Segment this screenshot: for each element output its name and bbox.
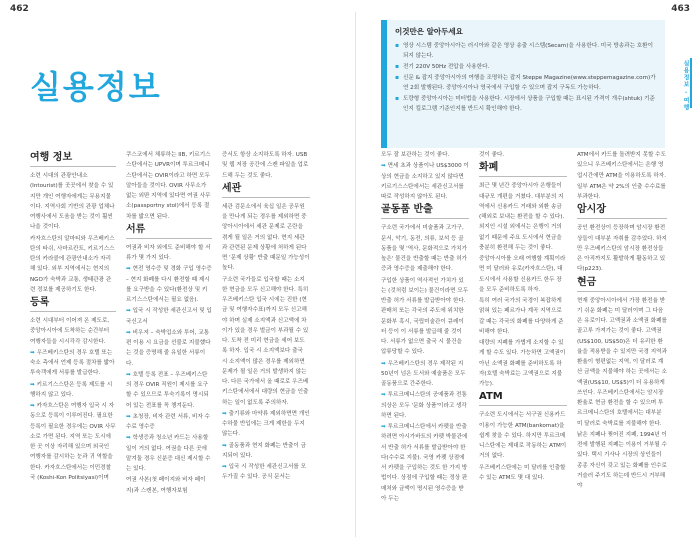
heading-registration: 등록: [30, 297, 116, 312]
info-item: ▪ 전기 220V 50Hz 전압을 사용한다.: [395, 62, 657, 72]
paragraph: 구소련 도시에서는 서구권 신용카드 이용이 가능한 ATM(bankomat)을 쉽게 찾을 수 있다. 하지만 투르크메니스탄에는 제대로 작동하는 ATM이 거의 없다.: [479, 412, 567, 460]
page-number-left: 462: [10, 4, 29, 14]
arrow-icon: ➡: [126, 308, 133, 315]
paragraph: 소련 시대부터 이어져 온 제도로, 중앙아시아에 도착하는 순간부터 여행자들을 시시각각 감시한다.: [30, 318, 110, 345]
arrow-icon: ➡: [126, 371, 133, 378]
paragraph: 구소련 국가에서 미술품과 고가구, 문서, 악기, 동전, 의류, 보석 등 골동품을 몇 '역사, 문화적으로 가치가 높은' 물건을 반출할 때는 반출 허가증과 영수증을 제출해야 한다.: [381, 225, 468, 273]
heading-documents: 서류: [126, 224, 212, 239]
bullet-paragraph: ➡ 키르기스스탄은 등록 제도를 시행하지 않고 있다.: [30, 381, 113, 398]
paragraph: 최근 몇 년간 중앙아시아 은행들이 대규모 개편을 거쳤다. 대부분의 지역에서 신용카드 거래와 외환 송금(해외로 보내는 환전을 할 수 있다). 외지인 시설 외에서는 은행이 거의 없기 때문에 주요 도시에서 현금을 충분히 환전해 두는 것이 좋다.: [479, 183, 565, 251]
info-item: ▪ 도량형 중앙아시아는 미터법을 사용한다. 시장에서 상품을 구입할 때는 표시된 가격이 개수(shtuk) 기준인지 킬로그램 기준인지를 반드시 확인해야 한다.: [395, 94, 657, 114]
info-item: ▪ 신문 & 잡지 중앙아시아의 여행을 조명하는 잡지 Steppe Magazine(www.steppemagazine.com)가 연 2회 발행된다. 중앙아시아나 영국에서 구입할 수 있으며 잡지 구독도 가능하다.: [395, 73, 657, 93]
paragraph: 우즈베키스탄에는 미 달러를 인출할 수 있는 ATM도 몇 대 있다.: [479, 464, 566, 481]
arrow-icon: ➡: [222, 464, 229, 470]
paragraph: 증서도 항상 소지하도록 하자. USB 및 웹 저장 공간에 스캔 파일을 업로드해 두는 것도 좋다.: [222, 152, 309, 179]
arrow-icon: ➡: [381, 163, 388, 170]
bullet-paragraph: ➡ 우즈베키스탄의 경우 제작된 지 50년이 넘은 도서와 예술품은 모두 골동품으로 간주한다.: [381, 360, 466, 387]
heading-cash: 현금: [577, 277, 667, 292]
arrow-icon: ➡: [381, 392, 388, 399]
bullet-paragraph: ➡ 비우저 – 숙박업소와 투어, 교통편 이용 시 요금을 선불로 지불했다는 것을 증명해 줄 유일한 서류이다.: [126, 329, 211, 367]
heading-customs: 세관: [222, 183, 310, 198]
paragraph: 여권과 비자 외에도 준비해야 할 서류가 몇 가지 있다.: [126, 244, 211, 261]
column-3: [222, 150, 310, 535]
bullet-paragraph: ➡ 현전 영수증 및 경화 구입 영수증 – 현지 화폐를 다시 환전할 때 제시를 요구받을 수 있다(환전상 및 키르기스스탄에서는 필요 없음).: [126, 266, 212, 303]
arrow-icon: ➡: [381, 424, 388, 430]
paragraph: 특히 여러 국가의 국경이 복잡하게 얽혀 있는 페르가나 계곡 지역으로 갈 때는 각국의 화폐를 다양하게 준비해야 한다.: [479, 298, 564, 335]
arrow-icon: ➡: [126, 413, 133, 420]
heading-black-market: 암시장: [577, 204, 667, 219]
paragraph: 모두 잘 보관하는 것이 좋다.: [381, 152, 450, 158]
paragraph: 쿠스코에서 체류하는 IIB, 키르기스스탄에서는 UPVR이며 투르크메니스탄에서는 OVIR이라고 하면 모두 알아들을 것이다. OVIR 사무소가 없는 외딴 지역에 있다면 여권 사무소(passportny stol)에서 등록 절차를 밟으면 된다.: [126, 152, 211, 220]
page-divider: [355, 12, 356, 537]
arrow-icon: ➡: [222, 442, 229, 449]
bullet-paragraph: ➡ 초청장, 비자 관련 서류, 비자 수수료 영수증: [126, 413, 210, 430]
bullet-paragraph: ➡ 투르크메니스탄에서 카펫을 반출하려면 아시가바트의 카펫 박물관에서 반출 허가 서류를 발급받아야 한다(수수료 지불). 국영 카펫 상점에서 카펫을 구입하는 것도 한 가지 방법이다. 상점에 구입할 때는 정상 판매처와 금액이 명시된 영수증을 받아 두는: [381, 424, 468, 502]
column-4: [381, 150, 469, 535]
paragraph: 일부 ATM은 약 2%의 인출 수수료를 부과한다.: [577, 183, 666, 200]
heading-antique-export: 골동품 반출: [381, 204, 469, 219]
paragraph: 여권 사본(첫 페이지와 비자 페이지)과 스캔본, 여행자보험: [126, 477, 206, 494]
bullet-paragraph: ➡ 호텔 등록 전표 – 우즈베키스탄의 경우 OVIR 직원이 제시를 요구할 수 있으므로 투숙기록이 명시되어 있는 전표를 꼭 챙겨둔다.: [126, 371, 209, 409]
bullet-paragraph: ➡ 출기류와 마약류 제외하면면 개인 수하물 반입에는 크게 제한을 두지 않는다.: [222, 410, 310, 438]
bullet-paragraph: ➡ 골동품과 현지 화폐는 반출이 금지되어 있다.: [222, 442, 306, 459]
column-1: [30, 150, 116, 535]
info-box-title: 이것만은 알아두세요: [395, 27, 463, 36]
paragraph: 낡은 지폐나 찢어진 지폐, 1994년 이전에 발행된 지폐는 이용이 거부될 수 있다. 택시 기사나 시장의 상인들이 종종 자신이 갖고 있는 화폐를 인수로 거슬러 주기도 하는데 반드시 거부해야: [577, 431, 667, 489]
paragraph: 중앙아시아를 오래 여행할 계획이라면 미 달러와 유로(카자흐스탄), 대도시에서 사용할 신용카드 한두 장을 모두 준비하도록 하자.: [479, 256, 566, 293]
info-item: ▪ 영상 시스템 중앙아시아는 러시아와 같은 영상 송출 시스템(Secam)을 사용한다. 미국 방송과는 호환이 되지 않는다.: [395, 41, 657, 61]
heading-travel-info: 여행 정보: [30, 152, 116, 167]
page-title: 실용정보: [30, 68, 162, 106]
arrow-icon: ➡: [126, 329, 133, 336]
arrow-icon: ➡: [126, 435, 133, 442]
bullet-paragraph: ➡ 면세 초과 상품이나 US$3000 이상의 현금을 소지하고 있지 않다면 키르기스스탄에서는 세관신고서를 따로 작성하지 않아도 된다.: [381, 163, 469, 200]
info-list: [395, 41, 657, 114]
bullet-paragraph: ➡ 입국 시 작성한 세관신고서를 모두가질 수 있다. 공식 문서는: [222, 464, 306, 481]
paragraph: 공인 환전상이 등장하며 암시장 환전상들이 대부분 자취를 감추었다. 하지만 우즈베키스탄의 암시장 환전상들은 아직까지도 활발하게 활동하고 있다(p223).: [577, 225, 667, 273]
paragraph: 세관 검문소에서 육십 일은 공무원을 만나게 되는 경우를 제외하면 중앙아시아에서 세관 문제로 곤란을 겪게 될 일은 거의 없다. 현지 세관과 관련된 문제 상황에 처하게 된다면 '문제 상황' 반출 때문일 가능성이 높다.: [222, 203, 310, 272]
column-2: [126, 150, 212, 535]
paragraph: 구소련 국가들로 입국할 때는 소지한 현금을 모두 신고해야 한다. 특히 우즈베키스탄 입국 시에는 진한 (현금 및 여행자수표)까지 모두 신고해야 하며 실제 소지액과 신고액에 차이가 있을 경우 벌금이 부과될 수 있다. 도착 전 미리 현금을 세어 보도록 하자. 입국 시 소지액보다 출국 시 소지액이 많은 경우를 제외하면 문제가 될 일은 거의 발생하지 않는다. 다른 국가에서 올 때로로 우즈베키스탄에서에서 대량의 현금을 인출하는 일이 없도록 주의하자.: [222, 276, 309, 406]
bullet-paragraph: ➡ 학생증과 청소년 카드는 사용할 일이 거의 없다. 여권을 다른 곳에 맡겨둘 경우 신분증 대신 제시할 수는 있다.: [126, 435, 211, 472]
arrow-icon: ➡: [30, 381, 37, 388]
bullet-paragraph: ➡ 입국 시 작성한 세관신고서 및 입국신고서: [126, 308, 212, 325]
paragraph: 것이 좋다.: [479, 152, 505, 158]
side-tab-marker: [690, 58, 692, 108]
arrow-icon: ➡: [30, 349, 37, 356]
paragraph: 현재 중앙아시아에서 가장 환전율 받기 쉬운 화폐는 미 달러이며 그 다음은 유로이다. 고액권과 소액권 화폐를 골고루 가져가는 것이 좋다. 고액권(US$100, US$50)은 더 유리한 환율을 적용받을 수 있지만 국경 지역과 환율이 형편없는 지역, 이 달러로 계산 금액을 지불해야 하는 곳에서는 소액권(US$10, US$5)이 더 유용하게 쓰인다. 우즈베키스탄에서는 암시장 환율로 현금 환전을 할 수 있으며 투르크메니스탄의 호텔에서는 대부분 미 달러로 숙박료를 지불해야 한다.: [577, 297, 667, 427]
heading-money: 화폐: [479, 162, 567, 177]
paragraph: 카자흐스탄의 알마티와 우즈베키스탄의 타쉬, 사마르칸트, 키르기스스탄의 카라콜에 관광안내소가 자리해 있다. 외부 지역에서는 현지의 NGO가 숙박과 교통, 생태관광 관련 정보를 제공하기도 한다.: [30, 235, 115, 293]
page-number-right: 463: [671, 4, 690, 14]
arrow-icon: ➡: [30, 403, 37, 409]
heading-atm: ATM: [479, 391, 567, 406]
side-tab-label: 실용정보 · 여행: [682, 60, 689, 112]
arrow-icon: ➡: [126, 266, 133, 273]
arrow-icon: ➡: [381, 360, 388, 367]
column-5: [479, 150, 567, 535]
column-6: [577, 150, 667, 535]
paragraph: 구입한 상품이 역사적인 가치가 있는 (것처럼 보이는) 물건이라면 모두 반출 허가 서류를 발급받아야 한다. 판매처 또는 각국의 주도에 위치한 문화부 혹시, 국립미술관이 큐레이터 등이 이 서류를 발급해 줄 것이다. 서류가 없으면 출국 시 물건을 압류당할 수 있다.: [381, 277, 469, 356]
arrow-icon: ➡: [222, 410, 229, 417]
bullet-paragraph: ➡ 카자흐스탄은 여행자 입국 시 자동으로 등록이 이루어진다. 필요한 등록이 필요한 경우에는 OVIR 사무소로 가면 된다. 지역 또는 도시에 한 곳 이상 자리해 있으며 외국인 여행자를 감시하는 눈과 귀 역할을 한다. 카자흐스탄에서는 이민경찰국 (Koshi-Kon Politsiyasi)이며: [30, 403, 116, 481]
paragraph: 소련 시대의 관광안내소 (Intourist)를 곳곳에서 찾을 수 있지만 개인 여행자에게는 무용지물이다. 지역사회 기반의 관광 업체나 여행사에서 도움을 받는 것이 훨씬 나을 것이다.: [30, 173, 115, 231]
bullet-paragraph: ➡ 투르크메니스탄의 공예품과 전통의상은 모두 '문화 상품'이라고 생각하면 된다.: [381, 392, 467, 419]
paragraph: ATM에서 카드를 돌려받지 못할 수도 있으니 우즈베키스탄에서는 은행 영업시간에만 ATM을 이용하도록 하자.: [577, 152, 666, 179]
paragraph: 대량의 지폐를 가볍게 소지할 수 있게 할 수도 있다. 가능하면 고액권이 아닌 소액권 화폐를 준비하도록 하자(호텔 숙박료는 고액권으로 지불 가능).: [479, 340, 566, 387]
bullet-paragraph: ➡ 우즈베키스탄의 경우 호텔 또는 숙소 측에서 언제 등록 절차를 밟아 투숙객에게 서류를 발급한다.: [30, 349, 115, 377]
info-box: [381, 20, 665, 148]
